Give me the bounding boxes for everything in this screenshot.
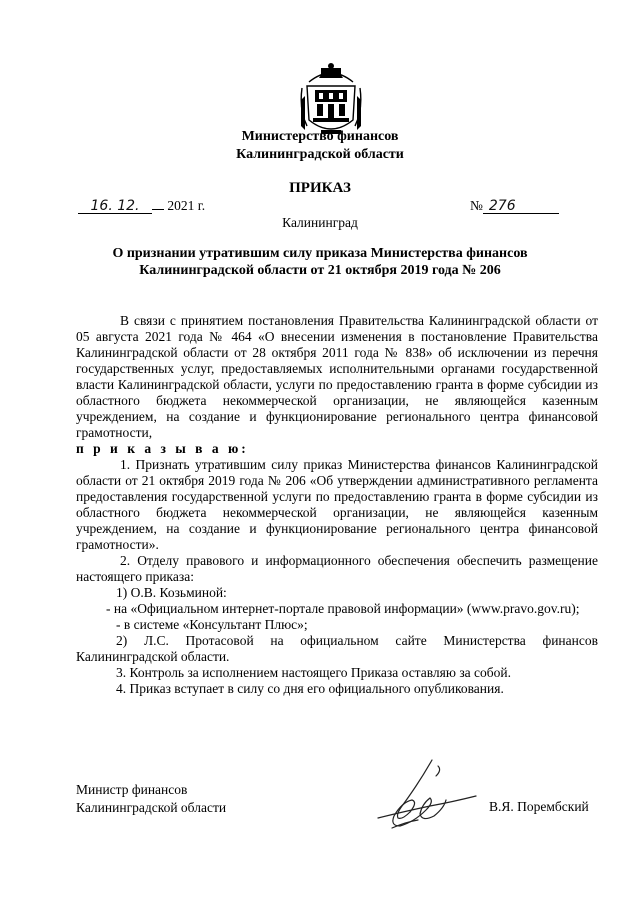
handwritten-date: 16. 12.	[78, 199, 152, 214]
ministry-name-line1: Министерство финансов	[241, 129, 399, 144]
order-title	[0, 245, 640, 279]
item-3: 3. Контроль за исполнением настоящего Приказа оставляю за собой.	[116, 665, 512, 680]
item-2-1-a: - на «Официальном интернет-портале правовой информации» (www.pravo.gov.ru);	[106, 601, 580, 616]
decree-word: п р и к а з ы в а ю:	[76, 441, 249, 456]
city: Калининград	[282, 215, 358, 230]
order-year: 2021 г.	[167, 198, 206, 213]
item-2-2: 2) Л.С. Протасовой на официальном сайте Министерства финансов Калининградской области.	[76, 633, 598, 664]
ministry-name	[0, 128, 640, 164]
item-4: 4. Приказ вступает в силу со дня его официального опубликования.	[116, 681, 504, 696]
handwritten-number: 276	[483, 199, 559, 214]
order-date	[78, 198, 205, 214]
signature-icon	[372, 756, 482, 836]
signer-position	[76, 781, 226, 817]
ministry-name-line2: Калининградской области	[236, 147, 404, 162]
signer-position-line1: Министр финансов	[76, 782, 188, 797]
order-title-line2: Калининградской области от 21 октября 2019 года № 206	[139, 263, 501, 278]
item-2-1-b: - в системе «Консультант Плюс»;	[116, 617, 308, 632]
item-2: 2. Отделу правового и информационного обеспечения обеспечить размещение настоящего приказа:	[76, 553, 598, 584]
order-number	[470, 198, 559, 214]
item-1: 1. Признать утратившим силу приказ Министерства финансов Калининградской области от 21 октября 2019 года № 206 «Об утверждении административного регламента предоставления государственной услуги по предоставлению гранта в форме субсидии из областного бюджета некоммерческой организации, не являющейся казенным учреждением, на создание и функционирование регионального центра финансовой грамотности».	[76, 457, 598, 552]
document-type: ПРИКАЗ	[289, 180, 351, 196]
preamble-paragraph: В связи с принятием постановления Правительства Калининградской области от 05 августа 2021 года № 464 «О внесении изменения в постановление Правительства Калининградской области от 28 октября 2011 года № 838» об исключении из перечня государственных услуг, предоставляемых исполнительными органами государственной власти Калининградской области, услуги по предоставлению гранта в форме субсидии из областного бюджета некоммерческой организации, не являющейся казенным учреждением, на создание и функционирование регионального центра финансовой грамотности,	[76, 313, 598, 440]
order-title-line1: О признании утратившим силу приказа Министерства финансов	[112, 246, 528, 261]
signer-position-line2: Калининградской области	[76, 800, 227, 815]
signer-name: В.Я. Порембский	[489, 799, 589, 814]
order-body	[76, 313, 598, 697]
number-sign: №	[470, 198, 483, 213]
item-2-1: 1) О.В. Козьминой:	[116, 585, 227, 600]
